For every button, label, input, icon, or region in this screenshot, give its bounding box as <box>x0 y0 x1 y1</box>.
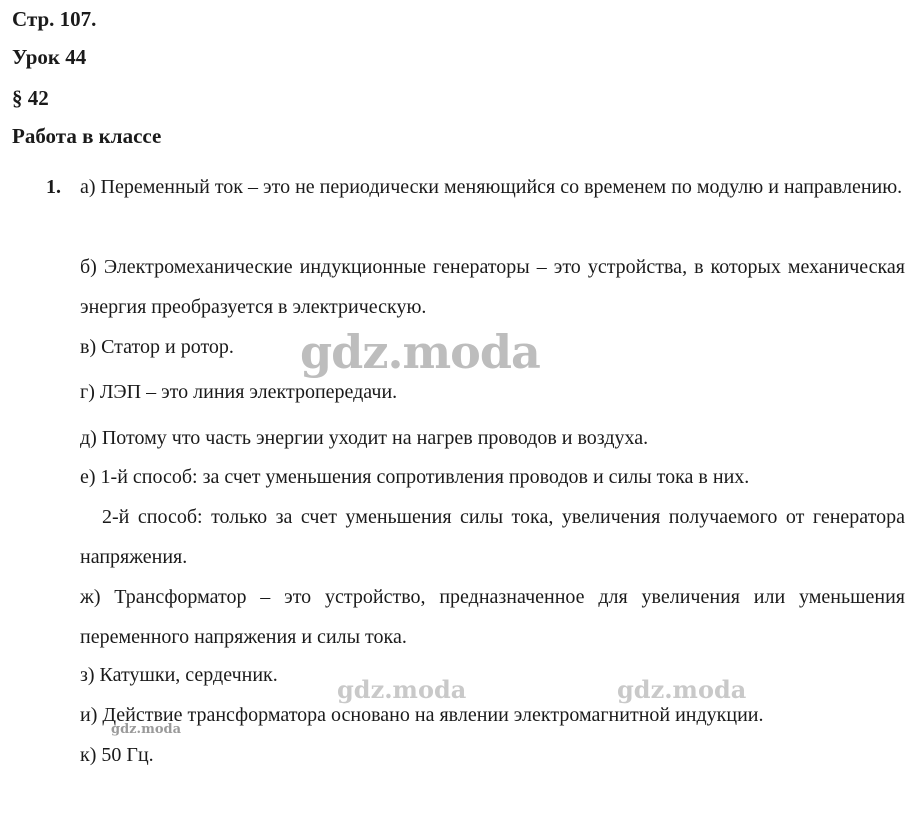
watermark-small: gdz.moda <box>111 722 182 737</box>
paragraph-number: § 42 <box>12 86 49 110</box>
section-title: Работа в классе <box>12 124 162 148</box>
answer-v: в) Статор и ротор. <box>80 336 234 358</box>
answer-a: а) Переменный ток – это не периодически меняющийся со временем по модулю и направлению. <box>80 176 903 198</box>
answer-k: к) 50 Гц. <box>80 744 154 766</box>
lesson-title: Урок 44 <box>12 45 87 69</box>
answer-e-second-method: 2-й способ: только за счет уменьшения силы тока, увеличения получаемого от генератора напряжения. <box>80 506 905 568</box>
answer-i: и) Действие трансформатора основано на явлении электромагнитной индукции. <box>80 704 764 726</box>
answer-b: б) Электромеханические индукционные генераторы – это устройства, в которых механическая энергия преобразуется в электрическую. <box>80 256 905 318</box>
page-number: Стр. 107. <box>12 7 97 31</box>
answer-d: д) Потому что часть энергии уходит на нагрев проводов и воздуха. <box>80 427 649 449</box>
answer-e: е) 1-й способ: за счет уменьшения сопротивления проводов и силы тока в них. <box>80 466 750 488</box>
answer-zh: ж) Трансформатор – это устройство, предназначенное для увеличения или уменьшения переменного напряжения и силы тока. <box>80 586 905 648</box>
answer-z: з) Катушки, сердечник. <box>80 664 278 686</box>
watermark-large: gdz.moda <box>300 325 540 379</box>
watermark-medium-right: gdz.moda <box>617 675 747 704</box>
answer-g: г) ЛЭП – это линия электропередачи. <box>80 381 398 403</box>
task-number: 1. <box>46 176 61 198</box>
watermark-medium-left: gdz.moda <box>337 675 467 704</box>
